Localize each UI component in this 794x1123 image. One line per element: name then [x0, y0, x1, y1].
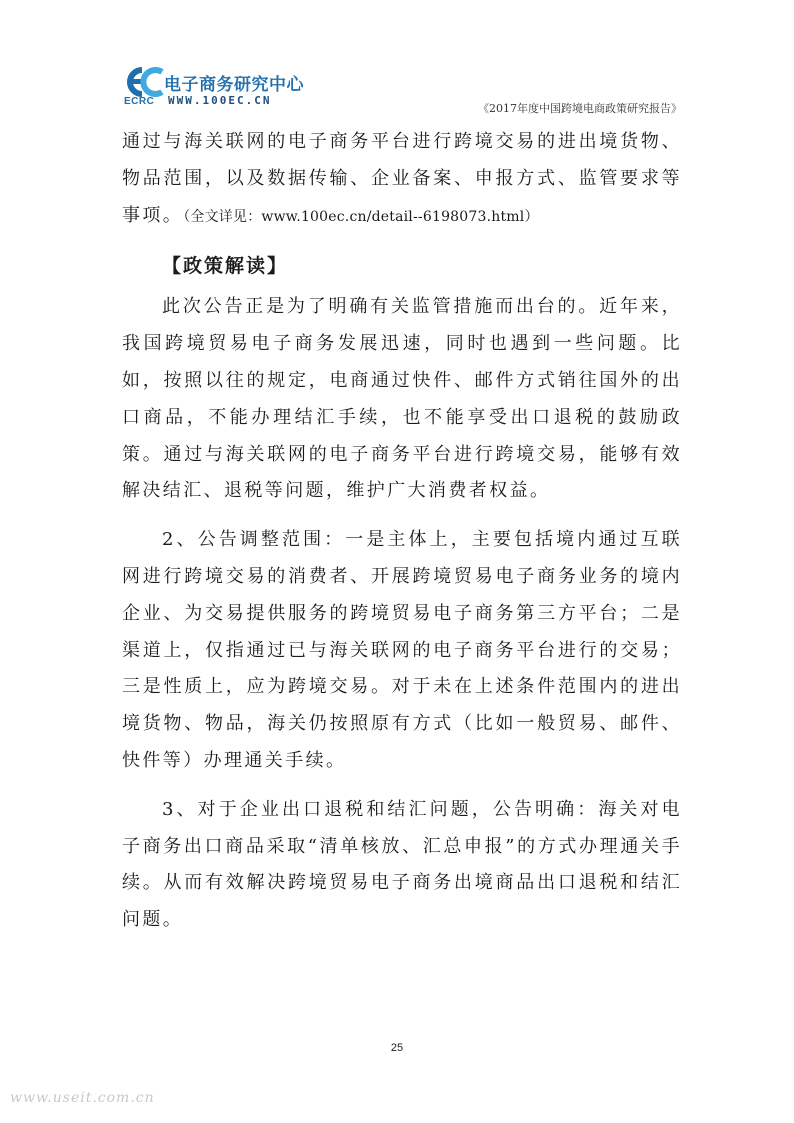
watermark: www.useit.com.cn	[10, 1090, 155, 1106]
intro-paragraph	[122, 124, 682, 235]
page-body	[122, 124, 682, 939]
logo-abbreviation: ECRC	[124, 96, 155, 107]
paragraph-interpretation: 此次公告正是为了明确有关监管措施而出台的。近年来，我国跨境贸易电子商务发展迅速，同时也遇到一些问题。比如，按照以往的规定，电商通过快件、邮件方式销往国外的出口商品，不能办理结汇手续，也不能享受出口退税的鼓励政策。通过与海关联网的电子商务平台进行跨境交易，能够有效解决结汇、退税等问题，维护广大消费者权益。	[122, 296, 682, 502]
organization-url: WWW.100EC.CN	[168, 94, 272, 107]
ecrc-logo-icon	[122, 66, 166, 98]
organization-name: 电子商务研究中心	[164, 75, 304, 95]
intro-text: 通过与海关联网的电子商务平台进行跨境交易的进出境货物、物品范围，以及数据传输、企业备案、申报方式、监管要求等事项。	[122, 131, 682, 226]
intro-reference-link[interactable]: （全文详见：www.100ec.cn/detail--6198073.html）	[183, 208, 539, 225]
section-heading: 【政策解读】	[162, 255, 289, 278]
page-number: 25	[390, 1042, 404, 1054]
paragraph-tax-refund: 3、对于企业出口退税和结汇问题，公告明确：海关对电子商务出口商品采取“清单核放、汇总申报”的方式办理通关手续。从而有效解决跨境贸易电子商务出境商品出口退税和结汇问题。	[122, 798, 682, 931]
paragraph-scope: 2、公告调整范围：一是主体上，主要包括境内通过互联网进行跨境交易的消费者、开展跨境贸易电子商务业务的境内企业、为交易提供服务的跨境贸易电子商务第三方平台；二是渠道上，仅指通过已与海关联网的电子商务平台进行的交易；三是性质上，应为跨境交易。对于未在上述条件范围内的进出境货物、物品，海关仍按照原有方式（比如一般贸易、邮件、快件等）办理通关手续。	[122, 529, 682, 771]
page-header	[122, 66, 682, 116]
report-title: 《2017年度中国跨境电商政策研究报告》	[478, 102, 682, 115]
